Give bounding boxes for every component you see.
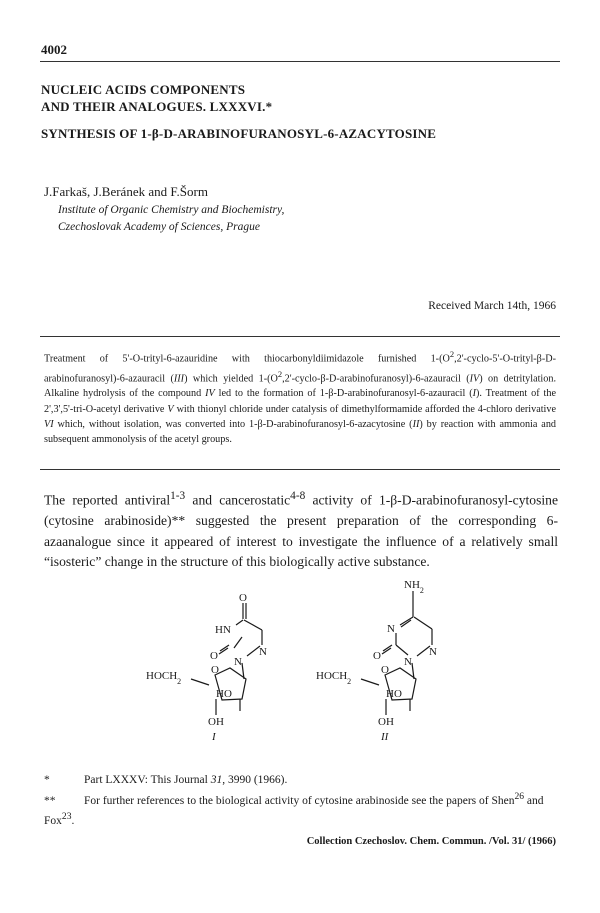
footnote-1: * Part LXXXV: This Journal 31, 3990 (1966).: [44, 774, 288, 786]
title-line-3: SYNTHESIS OF 1-β-D-ARABINOFURANOSYL-6-AZACYTOSINE: [41, 126, 437, 141]
struct-2-nh2: $NH_2$: [404, 579, 424, 595]
struct-1-nh: HN: [215, 624, 231, 636]
body-text: The reported antiviral$^{1-3}$ and cancerostatic$^{4-8}$ activity of 1-β-D-arabinofuranosyl-cytosine (cytosine arabinoside)** suggested the present preparation of the corresponding 6-azaanalogue since it appeared of interest to investigate the influence of a relatively small “isosteric” change in the structure of this biologically active substance.: [44, 490, 558, 570]
struct-1-hoch2: $HOCH_2$: [146, 670, 182, 686]
struct-2-n-left: N: [387, 623, 395, 635]
struct-1-oxo-top: O: [239, 592, 247, 604]
header-rule: [40, 61, 560, 62]
struct-1-n1: N: [234, 656, 242, 668]
struct-1-oxo-left: O: [210, 650, 218, 662]
affiliation-line-2: Czechoslovak Academy of Sciences, Prague: [58, 221, 260, 233]
struct-2-n1: N: [404, 656, 412, 668]
struct-1-label: I: [212, 731, 216, 743]
struct-2-oh: OH: [378, 716, 394, 728]
struct-2-label: II: [381, 731, 389, 743]
title-line-2: AND THEIR ANALOGUES. LXXXVI.*: [41, 99, 273, 114]
journal-footer: Collection Czechoslov. Chem. Commun. /Vol. 31/ (1966): [306, 836, 556, 847]
abstract: Treatment of 5'-O-trityl-6-azauridine with thiocarbonyldiimidazole furnished $1-(O^2,2'-cyclo-5'-O-trityl-\beta-D-arabinofuranosyl)-6$-azauracil (III) which yielded $1-(O^2,2'-cyclo-\beta-D-arabinofuranosyl)-6$-azauracil (IV) on detritylation. Alkaline hydrolysis of the compound IV led to the formation of 1-β-D-arabinofuranosyl-6-azauracil (I). Treatment of the 2',3',5'-tri-O-acetyl derivative V with thionyl chloride under catalysis of dimethylformamide afforded the 4-chloro derivative VI which, without isolation, was converted into 1-β-D-arabinofuranosyl-6-azacytosine (II) by reaction with ammonia and subsequent ammonolysis of the acetyl groups.: [44, 349, 557, 446]
abstract-bottom-rule: [40, 469, 560, 470]
struct-2-ho: HO: [386, 688, 402, 700]
affiliation-line-1: Institute of Organic Chemistry and Biochemistry,: [58, 204, 285, 216]
struct-1-ho: HO: [216, 688, 232, 700]
structure-I: [146, 592, 267, 743]
received-date: Received March 14th, 1966: [428, 300, 556, 312]
struct-1-ring-o: O: [211, 664, 219, 676]
struct-2-n-right: N: [429, 646, 437, 658]
struct-1-n-right: N: [259, 646, 267, 658]
page-number: 4002: [41, 42, 67, 57]
authors: J.Farkaš, J.Beránek and F.Šorm: [44, 184, 208, 199]
abstract-top-rule: [40, 336, 560, 337]
footnote-2: ** For further references to the biological activity of cytosine arabinoside see the papers of Shen$^{26}$ and Fox$^{23}$.: [44, 791, 544, 827]
struct-2-ring-o: O: [381, 664, 389, 676]
title-line-1: NUCLEIC ACIDS COMPONENTS: [41, 82, 246, 97]
structure-II: [316, 579, 437, 743]
struct-1-oh: OH: [208, 716, 224, 728]
struct-2-hoch2: $HOCH_2$: [316, 670, 352, 686]
chemical-structures: [130, 575, 510, 755]
struct-2-oxo-left: O: [373, 650, 381, 662]
